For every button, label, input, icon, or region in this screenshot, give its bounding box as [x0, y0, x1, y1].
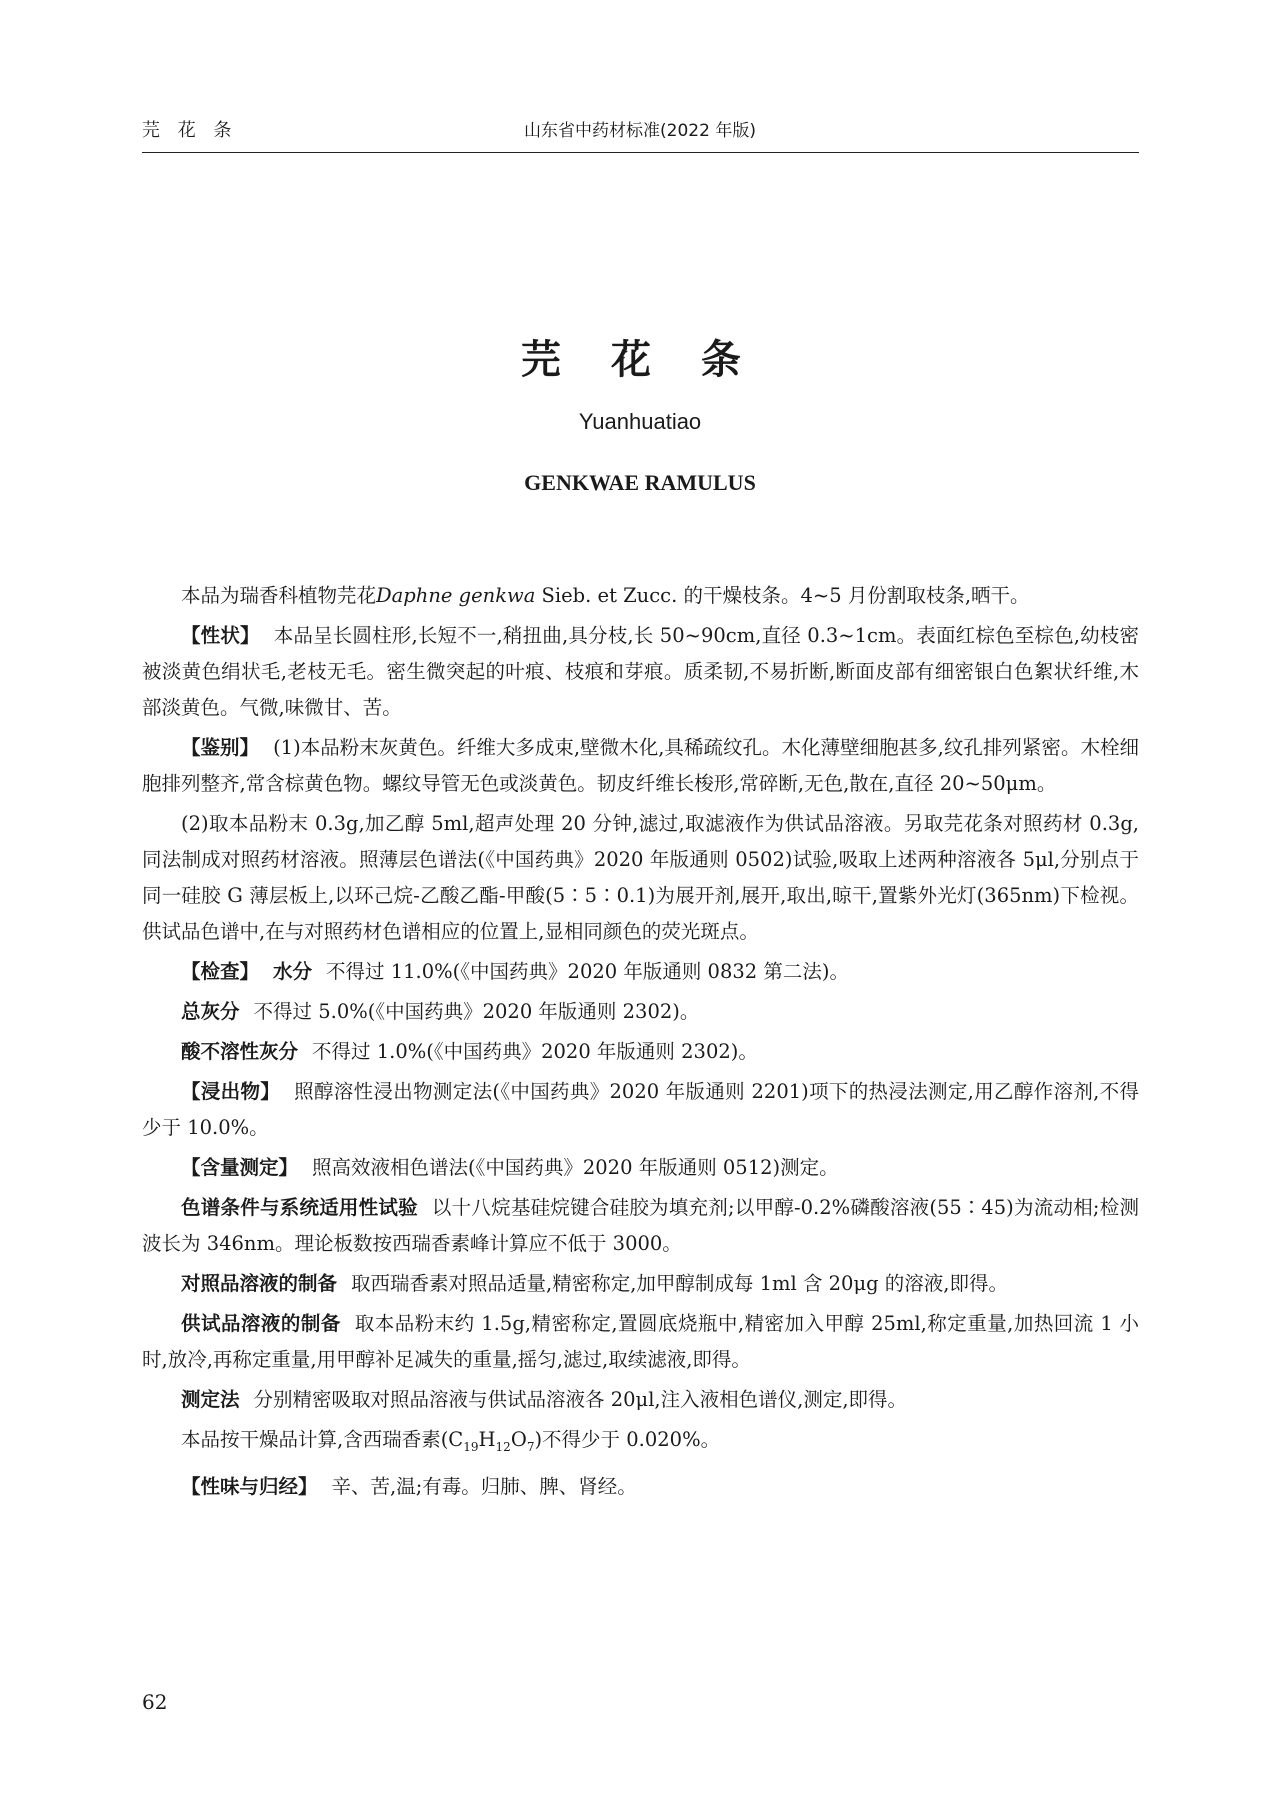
header-divider [142, 152, 1139, 153]
section-label: 【检查】 [181, 960, 260, 983]
subsection-label: 酸不溶性灰分 [181, 1040, 299, 1063]
section-xingzhuang: 【性状】 本品呈长圆柱形,长短不一,稍扭曲,具分枝,长 50~90cm,直径 0.3~1cm。表面红棕色至棕色,幼枝密被淡黄色绢状毛,老枝无毛。密生微突起的叶痕、枝痕和芽痕。质柔韧,不易折断,断面皮部有细密银白色絮状纤维,木部淡黄色。气微,味微甘、苦。 [142, 624, 1139, 719]
hanliang-reference-solution: 对照品溶液的制备 取西瑞香素对照品适量,精密称定,加甲醇制成每 1ml 含 20μg 的溶液,即得。 [181, 1272, 1009, 1295]
monograph-pinyin: Yuanhuatiao [578, 409, 702, 434]
section-label: 【性味与归经】 [181, 1474, 318, 1498]
section-hanliang: 【含量测定】 照高效液相色谱法(《中国药典》2020 年版通则 0512)测定。 [181, 1156, 839, 1179]
section-label: 【浸出物】 [181, 1080, 281, 1103]
subsection-label: 对照品溶液的制备 [181, 1272, 338, 1295]
hanliang-test-solution: 供试品溶液的制备 取本品粉末约 1.5g,精密称定,置圆底烧瓶中,精密加入甲醇 25ml,称定重量,加热回流 1 小时,放冷,再称定重量,用甲醇补足减失的重量,摇匀,滤过,取续滤液,即得。 [142, 1312, 1139, 1371]
monograph-latin-name: GENKWAE RAMULUS [524, 470, 756, 495]
running-header-title: 山东省中药材标准(2022 年版) [524, 121, 756, 141]
section-jiancha: 【检查】 水分 不得过 11.0%(《中国药典》2020 年版通则 0832 第二法)。 [181, 960, 849, 983]
subsection-label: 水分 [273, 960, 313, 983]
subsection-label: 色谱条件与系统适用性试验 [181, 1196, 418, 1219]
species-name: Daphne genkwa [376, 584, 536, 607]
hanliang-result: 本品按干燥品计算,含西瑞香素$(C_{19}H_{12}O_7)$不得少于 0.020%。 [181, 1428, 721, 1454]
section-xingwei: 【性味与归经】 辛、苦,温;有毒。归肺、脾、肾经。 [181, 1474, 637, 1498]
jiancha-acid-ash: 酸不溶性灰分 不得过 1.0%(《中国药典》2020 年版通则 2302)。 [181, 1040, 758, 1063]
subsection-label: 总灰分 [181, 1000, 240, 1023]
subsection-label: 供试品溶液的制备 [181, 1312, 341, 1335]
subsection-label: 测定法 [181, 1388, 240, 1411]
section-label: 【鉴别】 [181, 736, 260, 759]
section-jinchuwu: 【浸出物】 照醇溶性浸出物测定法(《中国药典》2020 年版通则 2201)项下的热浸法测定,用乙醇作溶剂,不得少于 10.0%。 [142, 1080, 1139, 1139]
intro-paragraph: 本品为瑞香科植物芫花Daphne genkwa Sieb. et Zucc. 的干燥枝条。4~5 月份割取枝条,晒干。 [181, 584, 1030, 607]
page-number: 62 [142, 1690, 168, 1714]
running-header-left: 芫 花 条 [142, 120, 238, 141]
jiancha-total-ash: 总灰分 不得过 5.0%(《中国药典》2020 年版通则 2302)。 [181, 1000, 700, 1023]
jianbie-paragraph-2: (2)取本品粉末 0.3g,加乙醇 5ml,超声处理 20 分钟,滤过,取滤液作为供试品溶液。另取芫花条对照药材 0.3g,同法制成对照药材溶液。照薄层色谱法(《中国药典》2020 年版通则 0502)试验,吸取上述两种溶液各 5μl,分别点于同一硅胶 G 薄层板上,以环己烷-乙酸乙酯-甲酸(5∶5∶0.1)为展开剂,展开,取出,晾干,置紫外光灯(365nm)下检视。供试品色谱中,在与对照药材色谱相应的位置上,显相同颜色的荧光斑点。 [142, 812, 1139, 943]
hanliang-chromatography-conditions: 色谱条件与系统适用性试验 以十八烷基硅烷键合硅胶为填充剂;以甲醇-0.2%磷酸溶液(55∶45)为流动相;检测波长为 346nm。理论板数按西瑞香素峰计算应不低于 3000。 [142, 1196, 1139, 1255]
monograph-title: 芫 花 条 [521, 337, 759, 383]
section-jianbie: 【鉴别】 (1)本品粉末灰黄色。纤维大多成束,壁微木化,具稀疏纹孔。木化薄壁细胞甚多,纹孔排列紧密。木栓细胞排列整齐,常含棕黄色物。螺纹导管无色或淡黄色。韧皮纤维长梭形,常碎断,无色,散在,直径 20~50μm。 [142, 736, 1139, 795]
section-label: 【含量测定】 [181, 1156, 299, 1179]
hanliang-procedure: 测定法 分别精密吸取对照品溶液与供试品溶液各 20μl,注入液相色谱仪,测定,即得。 [181, 1388, 908, 1411]
section-label: 【性状】 [181, 624, 260, 647]
monograph-body [142, 578, 1139, 1509]
